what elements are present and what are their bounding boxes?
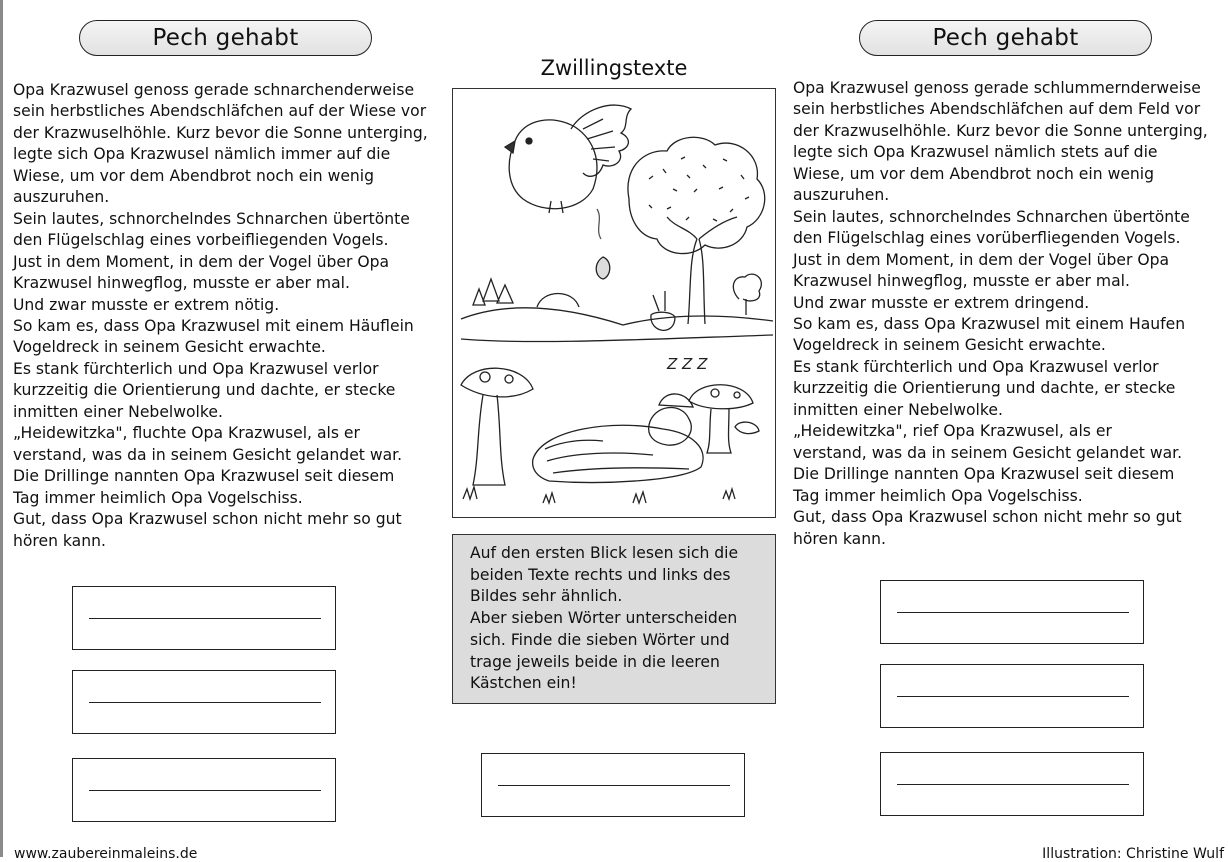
instruction-line: sich. Finde die sieben Wörter und [470, 630, 730, 649]
right-story-line: Und zwar musste er extrem dringend. [793, 293, 1090, 312]
answer-box-3[interactable] [72, 758, 336, 822]
page-left-edge [0, 0, 3, 857]
left-story-line: den Flügelschlag eines vorbeifliegenden Vogels. [13, 231, 389, 250]
left-story-line: „Heidewitzka", fluchte Opa Krazwusel, als er [13, 424, 360, 443]
left-story-line: Vogeldreck in seinem Gesicht erwachte. [13, 338, 326, 357]
answer-line [897, 784, 1129, 785]
left-story-line: Opa Krazwusel genoss gerade schnarchenderweise [13, 81, 415, 99]
mushroom-right-icon [689, 385, 753, 409]
right-story-line: kurzzeitig die Orientierung und dachte, er stecke [793, 379, 1176, 398]
left-story-line: verstand, was da in seinem Gesicht gelandet war. [13, 445, 403, 464]
right-story-line: den Flügelschlag eines vorüberfliegenden Vogels. [793, 229, 1181, 248]
right-story-line: Gut, dass Opa Krazwusel schon nicht mehr so gut [793, 508, 1182, 527]
right-story-line: auszuruhen. [793, 186, 890, 205]
right-story-line: Krazwusel hinwegflog, musste er aber mal. [793, 272, 1130, 291]
right-story-line: der Krazwuselhöhle. Kurz bevor die Sonne unterging, [793, 121, 1208, 140]
right-story-line: inmitten einer Nebelwolke. [793, 400, 1003, 419]
left-story-line: Just in dem Moment, in dem der Vogel über Opa [13, 252, 390, 271]
right-story-line: Vogeldreck in seinem Gesicht erwachte. [793, 336, 1106, 355]
illustration [452, 88, 776, 518]
answer-box-6[interactable] [880, 664, 1144, 728]
instruction-line: Auf den ersten Blick lesen sich die [470, 544, 739, 562]
left-story-line: So kam es, dass Opa Krazwusel mit einem Häuflein [13, 316, 414, 335]
instruction-line: Bildes sehr ähnlich. [470, 587, 623, 606]
instruction-line: beiden Texte rechts und links des [470, 565, 731, 584]
right-story-line: Tag immer heimlich Opa Vogelschiss. [793, 486, 1083, 505]
answer-line [498, 785, 730, 786]
left-story-line: der Krazwuselhöhle. Kurz bevor die Sonne unterging, [13, 123, 428, 142]
right-story-line: verstand, was da in seinem Gesicht gelandet war. [793, 443, 1183, 462]
answer-box-7[interactable] [880, 752, 1144, 816]
answer-box-2[interactable] [72, 670, 336, 734]
left-story-line: auszuruhen. [13, 188, 110, 207]
illustration-zzz: Z Z Z [667, 355, 708, 373]
right-story-line: hören kann. [793, 529, 886, 548]
illustration-drawing [453, 89, 775, 517]
right-story-line: Wiese, um vor dem Abendbrot noch ein wenig [793, 164, 1155, 183]
title-left: Pech gehabt [79, 20, 372, 56]
answer-line [89, 618, 321, 619]
title-right: Pech gehabt [859, 20, 1152, 56]
left-story-line: inmitten einer Nebelwolke. [13, 402, 223, 421]
left-story-line: Die Drillinge nannten Opa Krazwusel seit diesem [13, 467, 395, 486]
left-story-line: Es stank fürchterlich und Opa Krazwusel verlor [13, 359, 379, 378]
right-story-line: Die Drillinge nannten Opa Krazwusel seit diesem [793, 465, 1175, 484]
answer-box-1[interactable] [72, 586, 336, 650]
answer-line [897, 696, 1129, 697]
left-story-line: Und zwar musste er extrem nötig. [13, 295, 280, 314]
tree-icon [688, 239, 705, 324]
instructions-box [452, 534, 776, 704]
answer-line [89, 790, 321, 791]
center-title: Zwillingstexte [540, 56, 688, 80]
left-story-text [13, 80, 428, 552]
right-story-line: legte sich Opa Krazwusel nämlich stets auf die [793, 143, 1158, 162]
answer-line [89, 702, 321, 703]
left-story-line: legte sich Opa Krazwusel nämlich immer auf die [13, 145, 391, 164]
left-story-line: kurzzeitig die Orientierung und dachte, er stecke [13, 381, 396, 400]
left-story-line: Gut, dass Opa Krazwusel schon nicht mehr so gut [13, 510, 402, 529]
left-story-line: sein herbstliches Abendschläfchen auf der Wiese vor [13, 102, 427, 121]
instruction-line: Aber sieben Wörter unterscheiden [470, 609, 738, 628]
left-story-line: Sein lautes, schnorchelndes Schnarchen übertönte [13, 209, 410, 228]
right-story-text [793, 78, 1208, 550]
answer-box-4[interactable] [481, 753, 745, 817]
instruction-line: trage jeweils beide in die leeren [470, 652, 720, 671]
left-story-line: Krazwusel hinwegflog, musste er aber mal. [13, 274, 350, 293]
right-story-line: sein herbstliches Abendschläfchen auf dem Feld vor [793, 100, 1201, 119]
left-story-line: hören kann. [13, 531, 106, 550]
footer-credit: Illustration: Christine Wulf [1042, 846, 1224, 862]
right-story-line: Es stank fürchterlich und Opa Krazwusel verlor [793, 357, 1159, 376]
bird-body-icon [509, 120, 597, 209]
answer-line [897, 612, 1129, 613]
left-story-line: Wiese, um vor dem Abendbrot noch ein wenig [13, 166, 375, 185]
right-story-line: Sein lautes, schnorchelndes Schnarchen übertönte [793, 207, 1190, 226]
left-story-line: Tag immer heimlich Opa Vogelschiss. [13, 488, 303, 507]
mushroom-left-icon [461, 368, 533, 397]
answer-box-5[interactable] [880, 580, 1144, 644]
right-story-line: „Heidewitzka", rief Opa Krazwusel, als er [793, 422, 1112, 441]
right-story-line: Just in dem Moment, in dem der Vogel über Opa [793, 250, 1170, 269]
right-story-line: Opa Krazwusel genoss gerade schlummernderweise [793, 79, 1201, 97]
right-story-line: So kam es, dass Opa Krazwusel mit einem Haufen [793, 314, 1186, 333]
sleeping-grandpa-icon [533, 425, 703, 482]
footer-website[interactable]: www.zaubereinmaleins.de [14, 846, 198, 862]
instruction-line: Kästchen ein! [470, 674, 577, 693]
